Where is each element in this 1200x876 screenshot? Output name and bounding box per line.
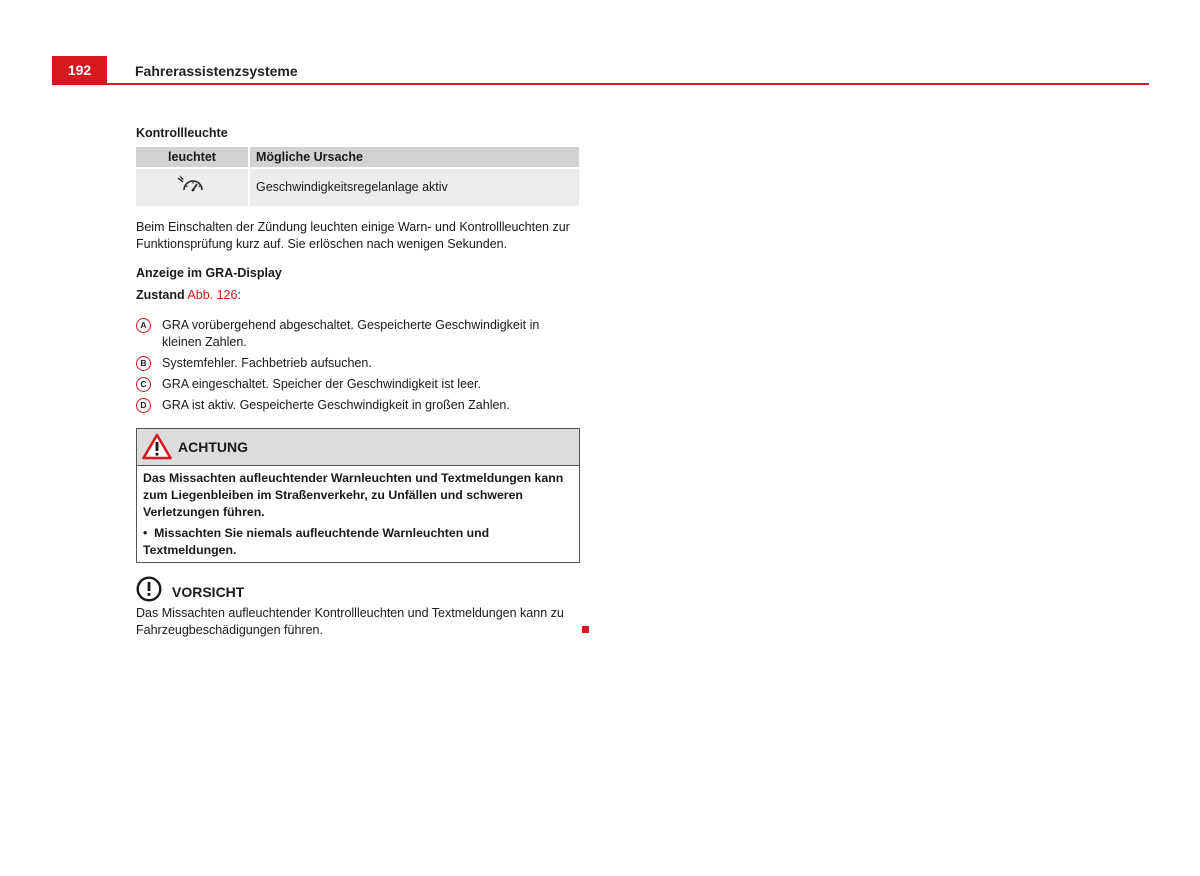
item-letter-c-icon: C (136, 377, 151, 392)
list-item (136, 397, 580, 414)
warning-box (136, 428, 580, 563)
list-item (136, 355, 580, 372)
cause-cell: Geschwindigkeitsregelanlage aktiv (249, 168, 579, 206)
cruise-control-icon (177, 173, 207, 197)
list-item (136, 376, 580, 393)
zustand-label: Zustand (136, 288, 185, 302)
item-letter-a-icon: A (136, 318, 151, 333)
header-rule (52, 83, 1149, 85)
table-row (136, 168, 579, 206)
list-item-text: GRA vorübergehend abgeschaltet. Gespeicherte Geschwindigkeit in kleinen Zahlen. (162, 318, 540, 349)
figure-reference-link[interactable]: Abb. 126 (187, 288, 238, 302)
item-letter-d-icon: D (136, 398, 151, 413)
warning-title: ACHTUNG (178, 439, 248, 455)
list-item-text: GRA ist aktiv. Gespeicherte Geschwindigkeit in großen Zahlen. (162, 398, 510, 412)
list-item-text: Systemfehler. Fachbetrieb aufsuchen. (162, 356, 372, 370)
table-header-row (136, 147, 579, 168)
bullet-icon: • (143, 526, 155, 540)
caution-title: VORSICHT (172, 584, 245, 600)
page-header (52, 56, 1149, 86)
section-end-marker (582, 626, 589, 633)
zustand-line (136, 287, 241, 304)
gra-state-list (136, 317, 580, 418)
item-letter-b-icon: B (136, 356, 151, 371)
zustand-colon: : (237, 288, 241, 302)
column-header-cause: Mögliche Ursache (249, 147, 579, 168)
caution-exclamation-icon (136, 576, 162, 602)
warning-text: Das Missachten aufleuchtender Warnleuchten und Textmeldungen kann zum Liegenbleiben im Straßenverkehr, zu Unfällen und schweren Verletzungen führen. (143, 471, 564, 519)
kontrollleuchte-heading: Kontrollleuchte (136, 126, 228, 140)
warning-body (137, 466, 579, 562)
warning-bullet (143, 525, 573, 559)
gra-display-heading: Anzeige im GRA-Display (136, 266, 282, 280)
indicator-table (136, 147, 579, 206)
warning-header (137, 429, 579, 466)
list-item (136, 317, 580, 351)
caution-text: Das Missachten aufleuchtender Kontrollleuchten und Textmeldungen kann zu Fahrzeugbeschädigungen führen. (136, 606, 564, 637)
section-title: Fahrerassistenzsysteme (135, 63, 298, 79)
list-item-text: GRA eingeschaltet. Speicher der Geschwindigkeit ist leer. (162, 377, 481, 391)
page-number: 192 (52, 56, 107, 84)
ignition-paragraph: Beim Einschalten der Zündung leuchten einige Warn- und Kontrollleuchten zur Funktionsprüfung kurz auf. Sie erlöschen nach wenigen Sekunden. (136, 220, 570, 251)
warning-bullet-text: Missachten Sie niemals aufleuchtende Warnleuchten und Textmeldungen. (143, 526, 490, 557)
warning-triangle-icon (142, 433, 172, 460)
column-header-lights: leuchtet (136, 147, 249, 168)
